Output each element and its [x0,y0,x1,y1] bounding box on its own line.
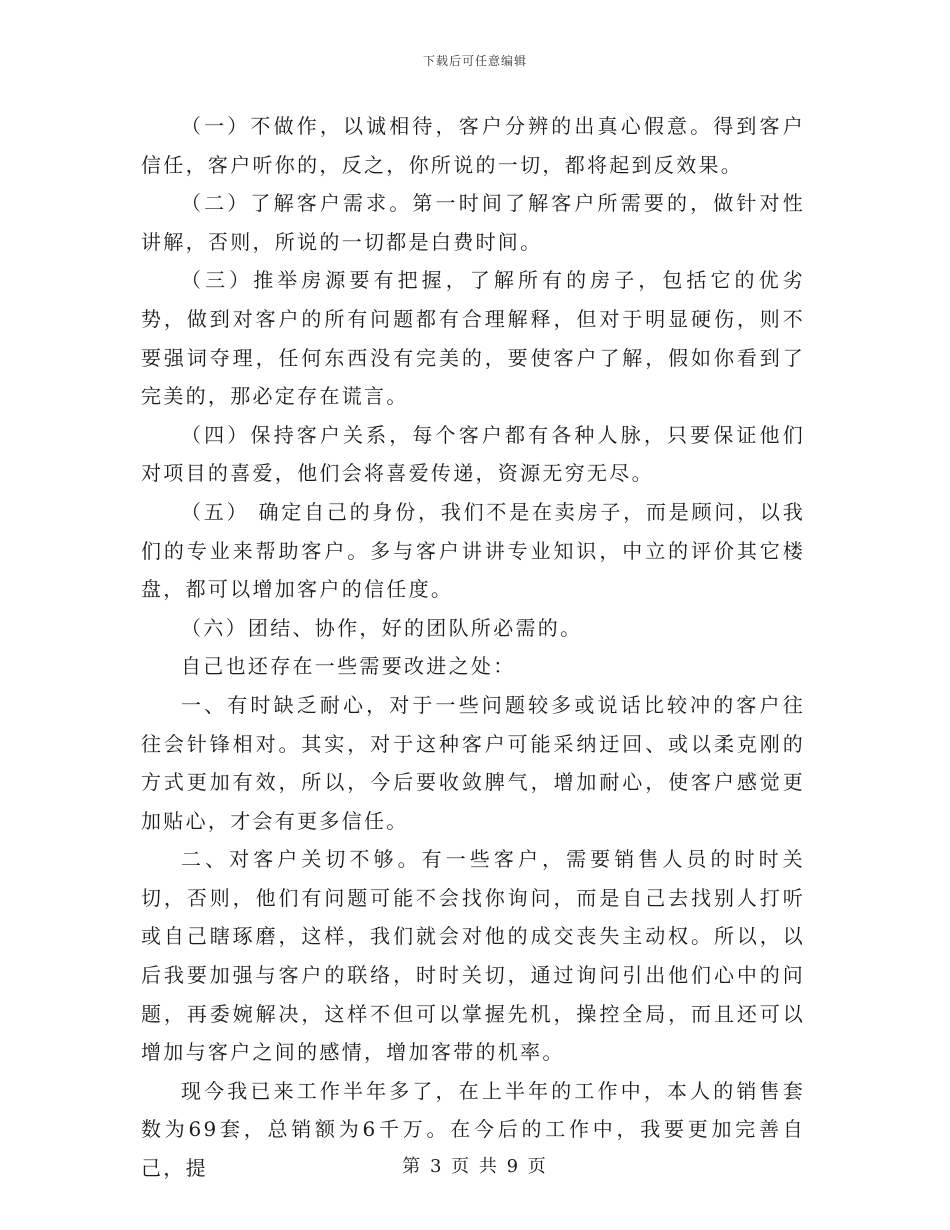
paragraph-1: （一）不做作，以诚相待，客户分辨的出真心假意。得到客户信任，客户听你的，反之，你所说的一切，都将起到反效果。 [141,114,805,177]
page-footer: 第 3 页 共 9 页 [402,1156,548,1177]
document-body [141,107,805,1188]
paragraph-3: （三）推举房源要有把握，了解所有的房子，包括它的优劣势，做到对客户的所有问题都有合理解释，但对于明显硬伤，则不要强词夺理，任何东西没有完美的，要使客户了解，假如你看到了完美的，那必定存在谎言。 [141,268,805,409]
paragraph-7: 自己也还存在一些需要改进之处： [181,654,516,679]
page-header: 下载后可任意编辑 [422,54,527,68]
paragraph-8: 一、有时缺乏耐心，对于一些问题较多或说话比较冲的客户往往会针锋相对。其实，对于这种客户可能采纳迂回、或以柔克刚的方式更加有效，所以，今后要收敛脾气，增加耐心，使客户感觉更加贴心，才会有更多信任。 [141,692,805,833]
paragraph-6: （六）团结、协作，好的团队所必需的。 [181,615,583,640]
paragraph-2: （二）了解客户需求。第一时间了解客户所需要的，做针对性讲解，否则，所说的一切都是白费时间。 [141,191,805,254]
paragraph-9: 二、对客户关切不够。有一些客户，需要销售人员的时时关切，否则，他们有问题可能不会找你询问，而是自己去找别人打听或自己瞎琢磨，这样，我们就会对他的成交丧失主动权。所以，以后我要加强与客户的联络，时时关切，通过询问引出他们心中的问题，再委婉解决，这样不但可以掌握先机，操控全局，而且还可以增加与客户之间的感情，增加客带的机率。 [141,847,805,1065]
paragraph-4: （四）保持客户关系，每个客户都有各种人脉，只要保证他们对项目的喜爱，他们会将喜爱传递，资源无穷无尽。 [141,422,805,486]
paragraph-10: 现今我已来工作半年多了，在上半年的工作中，本人的销售套数为69套，总销额为6千万。在今后的工作中，我要更加完善自己，提 [141,1078,805,1181]
paragraph-5: （五） 确定自己的身份，我们不是在卖房子，而是顾问，以我们的专业来帮助客户。多与客户讲讲专业知识，中立的评价其它楼盘，都可以增加客户的信任度。 [141,499,805,602]
